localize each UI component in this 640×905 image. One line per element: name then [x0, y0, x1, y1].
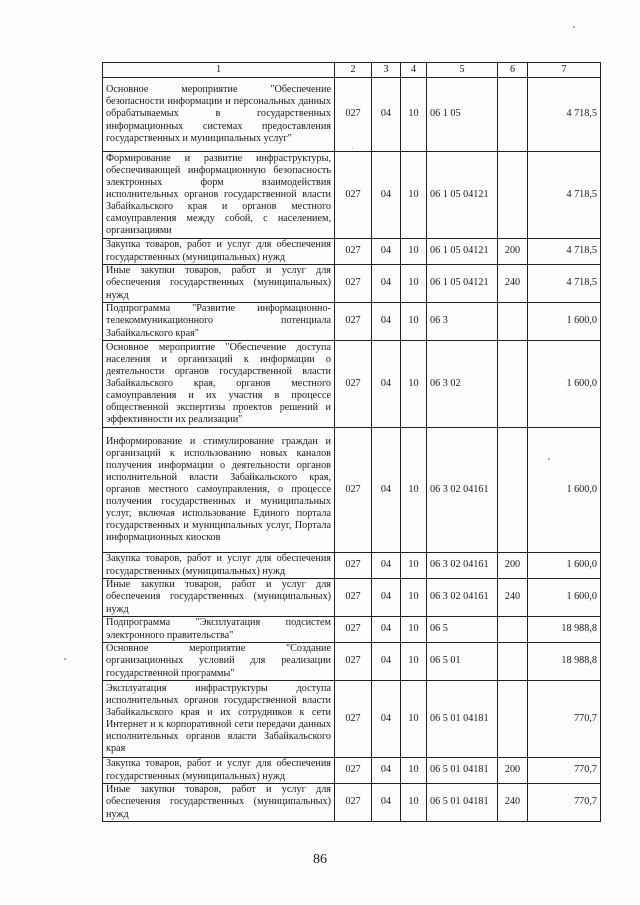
amount-cell: 1 600,0 — [528, 303, 601, 341]
amount-cell: 770,7 — [528, 681, 601, 758]
subsection-code-cell: 10 — [401, 579, 427, 617]
table-row — [103, 784, 601, 822]
table-row — [103, 758, 601, 784]
admin-code-cell: 027 — [335, 643, 372, 681]
target-article-cell: 06 3 02 — [427, 341, 498, 428]
table-row — [103, 643, 601, 681]
target-article-cell: 06 1 05 04121 — [427, 152, 498, 239]
amount-cell: 1 600,0 — [528, 553, 601, 579]
amount-cell: 4 718,5 — [528, 265, 601, 303]
target-article-cell: 06 3 02 04161 — [427, 553, 498, 579]
scan-speck — [573, 26, 575, 28]
table-row — [103, 428, 601, 553]
expense-type-cell: 240 — [498, 579, 528, 617]
subsection-code-cell: 10 — [401, 681, 427, 758]
subsection-code-cell: 10 — [401, 265, 427, 303]
target-article-cell: 06 1 05 — [427, 78, 498, 152]
table-row — [103, 303, 601, 341]
target-article-cell: 06 3 02 04161 — [427, 579, 498, 617]
expense-type-cell: 200 — [498, 239, 528, 265]
section-code-cell: 04 — [372, 681, 401, 758]
row-name-cell: Иные закупки товаров, работ и услуг для обеспечения государственных (муниципальных) нужд — [103, 579, 335, 617]
section-code-cell: 04 — [372, 303, 401, 341]
expense-type-cell — [498, 303, 528, 341]
subsection-code-cell: 10 — [401, 553, 427, 579]
target-article-cell: 06 5 01 — [427, 643, 498, 681]
header-cell: 2 — [335, 63, 372, 78]
admin-code-cell: 027 — [335, 303, 372, 341]
header-cell: 1 — [103, 63, 335, 78]
section-code-cell: 04 — [372, 265, 401, 303]
row-name-cell: Закупка товаров, работ и услуг для обеспечения государственных (муниципальных) нужд — [103, 553, 335, 579]
subsection-code-cell: 10 — [401, 341, 427, 428]
amount-cell: 18 988,8 — [528, 617, 601, 643]
budget-table — [102, 62, 601, 822]
table-row — [103, 265, 601, 303]
expense-type-cell: 240 — [498, 784, 528, 822]
target-article-cell: 06 3 — [427, 303, 498, 341]
header-cell: 7 — [528, 63, 601, 78]
table-row — [103, 78, 601, 152]
page-number: 86 — [313, 852, 327, 867]
subsection-code-cell: 10 — [401, 428, 427, 553]
expense-type-cell — [498, 341, 528, 428]
amount-cell: 770,7 — [528, 784, 601, 822]
admin-code-cell: 027 — [335, 784, 372, 822]
scan-speck — [548, 458, 550, 460]
row-name-cell: Основное мероприятие "Создание организационных условий для реализации государственной программы" — [103, 643, 335, 681]
target-article-cell: 06 5 01 04181 — [427, 784, 498, 822]
header-cell: 3 — [372, 63, 401, 78]
section-code-cell: 04 — [372, 758, 401, 784]
section-code-cell: 04 — [372, 643, 401, 681]
expense-type-cell — [498, 681, 528, 758]
admin-code-cell: 027 — [335, 428, 372, 553]
table-row — [103, 152, 601, 239]
row-name-cell: Основное мероприятие "Обеспечение доступа населения и организаций к информации о деятельности органов государственной власти Забайкальского края, органов местного самоуправления и их участия в процессе общественной экспертизы проектов решений и эффективности их реализации" — [103, 341, 335, 428]
amount-cell: 4 718,5 — [528, 239, 601, 265]
expense-type-cell: 200 — [498, 553, 528, 579]
section-code-cell: 04 — [372, 78, 401, 152]
target-article-cell: 06 3 02 04161 — [427, 428, 498, 553]
admin-code-cell: 027 — [335, 681, 372, 758]
row-name-cell: Основное мероприятие "Обеспечение безопасности информации и персональных данных обрабатываемых в государственных информационных системах предоставления государственных и муниципальных услуг" — [103, 78, 335, 152]
header-cell: 4 — [401, 63, 427, 78]
subsection-code-cell: 10 — [401, 758, 427, 784]
expense-type-cell — [498, 643, 528, 681]
amount-cell: 4 718,5 — [528, 78, 601, 152]
row-name-cell: Закупка товаров, работ и услуг для обеспечения государственных (муниципальных) нужд — [103, 239, 335, 265]
row-name-cell: Формирование и развитие инфраструктуры, обеспечивающей информационную безопасность электронных форм взаимодействия исполнительных органов государственной власти Забайкальского края и органов местного самоуправления между собой, с населением, организациями — [103, 152, 335, 239]
row-name-cell: Подпрограмма "Эксплуатация подсистем электронного правительства" — [103, 617, 335, 643]
expense-type-cell: 240 — [498, 265, 528, 303]
table-row — [103, 617, 601, 643]
table-row — [103, 681, 601, 758]
row-name-cell: Закупка товаров, работ и услуг для обеспечения государственных (муниципальных) нужд — [103, 758, 335, 784]
admin-code-cell: 027 — [335, 758, 372, 784]
row-name-cell: Эксплуатация инфраструктуры доступа исполнительных органов государственной власти Забайкальского края и их сотрудников к сети Интернет и к корпоративной сети передачи данных исполнительных органов власти Забайкальского края — [103, 681, 335, 758]
amount-cell: 1 600,0 — [528, 428, 601, 553]
amount-cell: 4 718,5 — [528, 152, 601, 239]
section-code-cell: 04 — [372, 553, 401, 579]
expense-type-cell — [498, 152, 528, 239]
section-code-cell: 04 — [372, 428, 401, 553]
row-name-cell: Иные закупки товаров, работ и услуг для обеспечения государственных (муниципальных) нужд — [103, 265, 335, 303]
subsection-code-cell: 10 — [401, 152, 427, 239]
row-name-cell: Иные закупки товаров, работ и услуг для обеспечения государственных (муниципальных) нужд — [103, 784, 335, 822]
table-row — [103, 553, 601, 579]
expense-type-cell — [498, 428, 528, 553]
section-code-cell: 04 — [372, 579, 401, 617]
admin-code-cell: 027 — [335, 78, 372, 152]
expense-type-cell — [498, 78, 528, 152]
amount-cell: 1 600,0 — [528, 579, 601, 617]
target-article-cell: 06 1 05 04121 — [427, 239, 498, 265]
scan-speck — [352, 148, 353, 149]
subsection-code-cell: 10 — [401, 78, 427, 152]
table-row — [103, 579, 601, 617]
expense-type-cell: 200 — [498, 758, 528, 784]
section-code-cell: 04 — [372, 239, 401, 265]
admin-code-cell: 027 — [335, 617, 372, 643]
section-code-cell: 04 — [372, 784, 401, 822]
subsection-code-cell: 10 — [401, 303, 427, 341]
amount-cell: 18 988,8 — [528, 643, 601, 681]
table-row — [103, 341, 601, 428]
amount-cell: 1 600,0 — [528, 341, 601, 428]
admin-code-cell: 027 — [335, 265, 372, 303]
section-code-cell: 04 — [372, 152, 401, 239]
target-article-cell: 06 5 — [427, 617, 498, 643]
subsection-code-cell: 10 — [401, 784, 427, 822]
admin-code-cell: 027 — [335, 579, 372, 617]
header-cell: 6 — [498, 63, 528, 78]
header-row — [103, 63, 601, 78]
table-row — [103, 239, 601, 265]
subsection-code-cell: 10 — [401, 239, 427, 265]
section-code-cell: 04 — [372, 617, 401, 643]
admin-code-cell: 027 — [335, 239, 372, 265]
section-code-cell: 04 — [372, 341, 401, 428]
target-article-cell: 06 5 01 04181 — [427, 758, 498, 784]
scan-speck — [64, 658, 66, 660]
subsection-code-cell: 10 — [401, 617, 427, 643]
row-name-cell: Подпрограмма "Развитие информационно-телекоммуникационного потенциала Забайкальского края" — [103, 303, 335, 341]
row-name-cell: Информирование и стимулирование граждан и организаций к использованию новых каналов получения информации о деятельности органов исполнительной власти Забайкальского края, органов местного самоуправления, о процессе получения государственных и муниципальных услуг, включая использование Единого портала государственных и муниципальных услуг, Портала информационных киосков — [103, 428, 335, 553]
admin-code-cell: 027 — [335, 553, 372, 579]
amount-cell: 770,7 — [528, 758, 601, 784]
admin-code-cell: 027 — [335, 152, 372, 239]
header-cell: 5 — [427, 63, 498, 78]
admin-code-cell: 027 — [335, 341, 372, 428]
subsection-code-cell: 10 — [401, 643, 427, 681]
target-article-cell: 06 1 05 04121 — [427, 265, 498, 303]
expense-type-cell — [498, 617, 528, 643]
target-article-cell: 06 5 01 04181 — [427, 681, 498, 758]
